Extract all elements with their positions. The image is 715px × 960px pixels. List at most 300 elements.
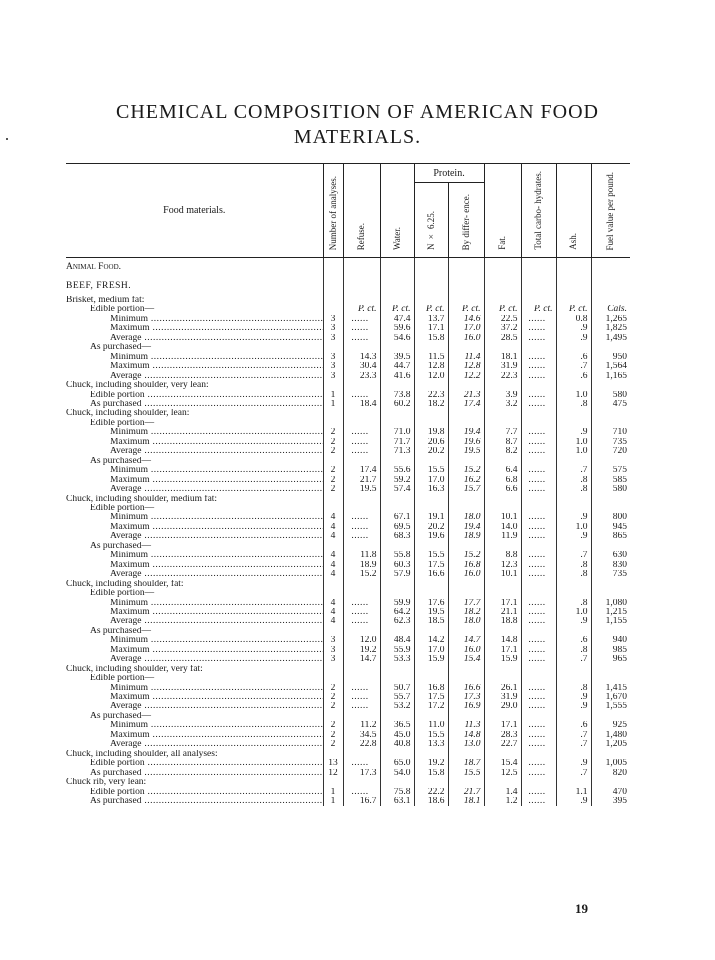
empty-cell xyxy=(343,750,380,759)
value-cell: 13 xyxy=(323,759,343,768)
value-cell: 16.8 xyxy=(414,684,448,693)
leader-dots: ...... xyxy=(351,532,369,542)
row-label: Minimum ..... xyxy=(66,636,323,645)
table-row xyxy=(66,674,630,683)
leader-dots: ...... xyxy=(528,371,546,381)
title-line-2: MATERIALS. xyxy=(293,126,422,148)
leader-dots: ...... xyxy=(528,787,546,797)
value-cell: 19.2 xyxy=(414,759,448,768)
value-cell xyxy=(521,315,556,324)
empty-cell xyxy=(414,674,448,683)
value-cell: 11.5 xyxy=(414,353,448,362)
value-cell: 0.8 xyxy=(556,315,591,324)
row-label: Minimum ..... xyxy=(66,466,323,475)
header-protein: Protein. xyxy=(414,164,484,183)
value-cell: 20.6 xyxy=(414,438,448,447)
row-label: Edible portion— xyxy=(90,589,155,599)
leader-dots: ...... xyxy=(351,617,369,627)
value-cell: 47.4 xyxy=(380,315,414,324)
empty-cell xyxy=(380,457,414,466)
table-row xyxy=(66,305,630,314)
empty-cell xyxy=(323,305,343,314)
value-cell: .7 xyxy=(556,731,591,740)
empty-cell xyxy=(343,343,380,352)
value-cell: 1 xyxy=(323,391,343,400)
leader-dots: ...... xyxy=(528,617,546,627)
value-cell: 4 xyxy=(323,570,343,579)
leader-dots: ...... xyxy=(528,314,546,324)
empty-cell xyxy=(343,504,380,513)
empty-cell xyxy=(448,712,484,721)
value-cell: 475 xyxy=(591,400,630,409)
row-label: Average ..... xyxy=(66,740,323,749)
value-cell: 48.4 xyxy=(380,636,414,645)
table-row xyxy=(66,334,630,343)
empty-cell xyxy=(448,589,484,598)
value-cell: 3 xyxy=(323,646,343,655)
value-cell: 19.6 xyxy=(414,532,448,541)
table-row xyxy=(66,599,630,608)
empty-cell xyxy=(448,542,484,551)
leader-dots: ...... xyxy=(528,683,546,693)
empty-cell xyxy=(591,542,630,551)
leader-dots: ...... xyxy=(528,702,546,712)
empty-cell xyxy=(556,778,591,787)
empty-cell xyxy=(380,674,414,683)
value-cell: 57.4 xyxy=(380,485,414,494)
value-cell: 2 xyxy=(323,485,343,494)
leader-dots: ...... xyxy=(528,333,546,343)
value-cell: .7 xyxy=(556,769,591,778)
value-cell: .9 xyxy=(556,693,591,702)
value-cell: 17.5 xyxy=(414,693,448,702)
value-cell: .6 xyxy=(556,353,591,362)
value-cell xyxy=(521,476,556,485)
empty-cell xyxy=(323,589,343,598)
value-cell: 18.5 xyxy=(414,617,448,626)
value-cell: 18.8 xyxy=(484,617,521,626)
leader-dots: ...... xyxy=(528,759,546,769)
value-cell xyxy=(343,702,380,711)
value-cell: 60.2 xyxy=(380,400,414,409)
value-cell xyxy=(521,608,556,617)
value-cell: 37.2 xyxy=(484,324,521,333)
empty-cell xyxy=(343,778,380,787)
empty-cell xyxy=(591,457,630,466)
row-label: Minimum ..... xyxy=(66,684,323,693)
value-cell: 17.1 xyxy=(484,646,521,655)
empty-cell xyxy=(521,409,556,418)
empty-cell xyxy=(521,495,556,504)
value-cell: 17.1 xyxy=(484,721,521,730)
value-cell: 15.2 xyxy=(448,551,484,560)
table-row xyxy=(66,542,630,551)
empty-cell xyxy=(343,542,380,551)
empty-cell xyxy=(323,296,343,305)
value-cell: 800 xyxy=(591,513,630,522)
row-label: As purchased ..... xyxy=(66,400,323,409)
table-row xyxy=(66,381,630,390)
value-cell: 575 xyxy=(591,466,630,475)
value-cell: 1.0 xyxy=(556,447,591,456)
value-cell: 23.3 xyxy=(343,372,380,381)
value-cell: 69.5 xyxy=(380,523,414,532)
header-analyses: Number of analyses. xyxy=(323,164,343,258)
value-cell xyxy=(521,372,556,381)
empty-cell xyxy=(343,589,380,598)
value-cell: 17.0 xyxy=(414,476,448,485)
value-cell: 50.7 xyxy=(380,684,414,693)
empty-cell xyxy=(591,750,630,759)
empty-cell xyxy=(591,381,630,390)
empty-cell xyxy=(448,343,484,352)
table-row xyxy=(66,712,630,721)
table-row xyxy=(66,523,630,532)
empty-cell xyxy=(556,457,591,466)
header-protein-n625: N × 6.25. xyxy=(414,183,448,258)
value-cell xyxy=(521,561,556,570)
value-cell: 18.6 xyxy=(414,797,448,806)
header-fat: Fat. xyxy=(484,164,521,258)
value-cell: 21.7 xyxy=(448,788,484,797)
value-cell: 16.0 xyxy=(448,334,484,343)
value-cell: .7 xyxy=(556,655,591,664)
empty-cell xyxy=(343,296,380,305)
unit-cell: P. ct. xyxy=(380,305,414,314)
empty-cell xyxy=(414,665,448,674)
value-cell: 14.6 xyxy=(448,315,484,324)
empty-cell xyxy=(323,457,343,466)
value-cell: 14.8 xyxy=(484,636,521,645)
leader-dots: ...... xyxy=(528,399,546,409)
empty-cell xyxy=(414,778,448,787)
empty-cell xyxy=(521,504,556,513)
value-cell xyxy=(343,315,380,324)
empty-cell xyxy=(448,504,484,513)
unit-cell: P. ct. xyxy=(414,305,448,314)
empty-cell xyxy=(591,665,630,674)
leader-dots: ...... xyxy=(528,740,546,750)
value-cell: 4 xyxy=(323,617,343,626)
table-row xyxy=(66,485,630,494)
value-cell: 1,165 xyxy=(591,372,630,381)
empty-cell xyxy=(556,665,591,674)
row-label: As purchased— xyxy=(90,711,151,721)
value-cell xyxy=(343,523,380,532)
value-cell: 44.7 xyxy=(380,362,414,371)
value-cell: 965 xyxy=(591,655,630,664)
value-cell: 22.3 xyxy=(484,372,521,381)
table-row xyxy=(66,778,630,787)
leader-dots: ...... xyxy=(351,513,369,523)
value-cell: 13.7 xyxy=(414,315,448,324)
empty-cell xyxy=(521,419,556,428)
row-label: Maximum ..... xyxy=(66,608,323,617)
value-cell xyxy=(521,655,556,664)
value-cell: 4 xyxy=(323,513,343,522)
value-cell: 20.2 xyxy=(414,447,448,456)
table-row xyxy=(66,655,630,664)
value-cell: 1.0 xyxy=(556,523,591,532)
value-cell: 1 xyxy=(323,400,343,409)
value-cell: .6 xyxy=(556,721,591,730)
empty-cell xyxy=(484,296,521,305)
empty-cell xyxy=(521,778,556,787)
value-cell: 13.0 xyxy=(448,740,484,749)
value-cell: 1.1 xyxy=(556,788,591,797)
value-cell: 22.7 xyxy=(484,740,521,749)
row-label: Minimum ..... xyxy=(66,513,323,522)
table-row xyxy=(66,457,630,466)
value-cell: 12.8 xyxy=(448,362,484,371)
row-label: Brisket, medium fat: xyxy=(66,296,145,305)
value-cell: 20.2 xyxy=(414,523,448,532)
empty-cell xyxy=(484,665,521,674)
value-cell: 3 xyxy=(323,315,343,324)
leader-dots: ...... xyxy=(528,797,546,807)
value-cell: 19.1 xyxy=(414,513,448,522)
value-cell: 28.5 xyxy=(484,334,521,343)
value-cell: .8 xyxy=(556,476,591,485)
empty-cell xyxy=(343,665,380,674)
value-cell: 65.0 xyxy=(380,759,414,768)
empty-cell xyxy=(591,343,630,352)
value-cell: 16.3 xyxy=(414,485,448,494)
table-row xyxy=(66,693,630,702)
value-cell: 73.8 xyxy=(380,391,414,400)
row-label: Average ..... xyxy=(66,617,323,626)
value-cell: 830 xyxy=(591,561,630,570)
value-cell: 53.3 xyxy=(380,655,414,664)
value-cell: 985 xyxy=(591,646,630,655)
value-cell: 17.0 xyxy=(414,646,448,655)
table-row xyxy=(66,513,630,522)
row-label: Maximum ..... xyxy=(66,476,323,485)
empty-cell xyxy=(380,580,414,589)
empty-cell xyxy=(521,627,556,636)
value-cell: 45.0 xyxy=(380,731,414,740)
empty-cell xyxy=(380,419,414,428)
empty-cell xyxy=(448,627,484,636)
empty-cell xyxy=(556,627,591,636)
empty-cell xyxy=(380,542,414,551)
value-cell xyxy=(343,617,380,626)
value-cell: 2 xyxy=(323,466,343,475)
row-label: Minimum ..... xyxy=(66,315,323,324)
value-cell: 19.5 xyxy=(343,485,380,494)
value-cell: 28.3 xyxy=(484,731,521,740)
empty-cell xyxy=(556,504,591,513)
value-cell xyxy=(343,438,380,447)
leader-dots: ...... xyxy=(351,522,369,532)
row-label: Chuck, including shoulder, very fat: xyxy=(66,664,203,674)
empty-cell xyxy=(556,712,591,721)
value-cell: 950 xyxy=(591,353,630,362)
value-cell: 6.4 xyxy=(484,466,521,475)
value-cell: 3.2 xyxy=(484,400,521,409)
value-cell xyxy=(343,334,380,343)
empty-cell xyxy=(556,674,591,683)
value-cell: 17.6 xyxy=(414,599,448,608)
empty-cell xyxy=(591,495,630,504)
value-cell: 71.7 xyxy=(380,438,414,447)
leader-dots: ...... xyxy=(528,636,546,646)
value-cell: 2 xyxy=(323,740,343,749)
table-row xyxy=(66,750,630,759)
row-label: Minimum ..... xyxy=(66,428,323,437)
header-protein-by-difference: By differ- ence. xyxy=(448,183,484,258)
value-cell: 395 xyxy=(591,797,630,806)
value-cell: .9 xyxy=(556,617,591,626)
leader-dots: ...... xyxy=(351,428,369,438)
value-cell xyxy=(521,391,556,400)
value-cell: 1,495 xyxy=(591,334,630,343)
value-cell: 15.5 xyxy=(414,731,448,740)
leader-dots: ...... xyxy=(528,645,546,655)
leader-dots: ...... xyxy=(351,787,369,797)
empty-cell xyxy=(414,381,448,390)
value-cell: 4 xyxy=(323,551,343,560)
row-label: Average ..... xyxy=(66,570,323,579)
value-cell: 29.0 xyxy=(484,702,521,711)
value-cell xyxy=(521,438,556,447)
value-cell: 720 xyxy=(591,447,630,456)
value-cell: 1,415 xyxy=(591,684,630,693)
table-row xyxy=(66,608,630,617)
value-cell xyxy=(521,570,556,579)
empty-cell xyxy=(484,504,521,513)
table-row xyxy=(66,391,630,400)
value-cell xyxy=(521,485,556,494)
table-row xyxy=(66,324,630,333)
value-cell: 36.5 xyxy=(380,721,414,730)
value-cell: 55.6 xyxy=(380,466,414,475)
row-label: Chuck, including shoulder, very lean: xyxy=(66,381,209,391)
empty-cell xyxy=(521,343,556,352)
value-cell: 3 xyxy=(323,655,343,664)
empty-cell xyxy=(556,343,591,352)
row-label: Minimum ..... xyxy=(66,599,323,608)
value-cell: 11.3 xyxy=(448,721,484,730)
value-cell: 925 xyxy=(591,721,630,730)
empty-cell xyxy=(380,495,414,504)
value-cell: 1,005 xyxy=(591,759,630,768)
empty-cell xyxy=(380,381,414,390)
value-cell: 1,155 xyxy=(591,617,630,626)
value-cell: 17.1 xyxy=(484,599,521,608)
empty-cell xyxy=(414,409,448,418)
value-cell: 17.7 xyxy=(448,599,484,608)
value-cell: 3.9 xyxy=(484,391,521,400)
value-cell xyxy=(521,769,556,778)
value-cell: 6.8 xyxy=(484,476,521,485)
value-cell: 6.6 xyxy=(484,485,521,494)
value-cell: .8 xyxy=(556,599,591,608)
value-cell: 31.9 xyxy=(484,693,521,702)
value-cell: .9 xyxy=(556,324,591,333)
empty-cell xyxy=(323,750,343,759)
value-cell xyxy=(521,797,556,806)
value-cell: 68.3 xyxy=(380,532,414,541)
value-cell: 57.9 xyxy=(380,570,414,579)
value-cell: 12.2 xyxy=(448,372,484,381)
header-water: Water. xyxy=(380,164,414,258)
value-cell: 54.6 xyxy=(380,334,414,343)
leader-dots: ...... xyxy=(528,522,546,532)
value-cell xyxy=(521,646,556,655)
empty-cell xyxy=(484,589,521,598)
value-cell: 3 xyxy=(323,372,343,381)
empty-cell xyxy=(521,381,556,390)
row-label: As purchased ..... xyxy=(66,769,323,778)
value-cell: .6 xyxy=(556,636,591,645)
leader-dots: ...... xyxy=(528,352,546,362)
value-cell xyxy=(521,731,556,740)
row-label: Average ..... xyxy=(66,447,323,456)
value-cell: 16.9 xyxy=(448,702,484,711)
empty-cell xyxy=(343,409,380,418)
table-row xyxy=(66,438,630,447)
empty-cell xyxy=(414,343,448,352)
value-cell: 2 xyxy=(323,476,343,485)
value-cell: 630 xyxy=(591,551,630,560)
value-cell: 1.0 xyxy=(556,391,591,400)
empty-cell xyxy=(414,495,448,504)
value-cell: .8 xyxy=(556,400,591,409)
value-cell: 2 xyxy=(323,721,343,730)
header-fuel-value: Fuel value per pound. xyxy=(591,164,630,258)
leader-dots: ...... xyxy=(351,447,369,457)
row-label: As purchased— xyxy=(90,456,151,466)
value-cell: 26.1 xyxy=(484,684,521,693)
leader-dots: ...... xyxy=(528,693,546,703)
empty-cell xyxy=(343,712,380,721)
row-label: Average ..... xyxy=(66,702,323,711)
value-cell: 19.2 xyxy=(343,646,380,655)
value-cell: 75.8 xyxy=(380,788,414,797)
empty-cell xyxy=(556,296,591,305)
value-cell: 18.0 xyxy=(448,513,484,522)
leader-dots: ...... xyxy=(528,560,546,570)
value-cell: 18.7 xyxy=(448,759,484,768)
empty-cell xyxy=(414,627,448,636)
value-cell: 15.5 xyxy=(414,466,448,475)
empty-cell xyxy=(323,495,343,504)
empty-cell xyxy=(484,542,521,551)
value-cell: 22.5 xyxy=(484,315,521,324)
table-row xyxy=(66,428,630,437)
empty-cell xyxy=(448,419,484,428)
row-label: As purchased— xyxy=(90,541,151,551)
value-cell: 2 xyxy=(323,438,343,447)
value-cell xyxy=(521,324,556,333)
empty-cell xyxy=(343,580,380,589)
empty-cell xyxy=(448,409,484,418)
value-cell: 12.3 xyxy=(484,561,521,570)
value-cell: 16.0 xyxy=(448,646,484,655)
value-cell xyxy=(521,551,556,560)
value-cell: 17.2 xyxy=(414,702,448,711)
value-cell xyxy=(343,759,380,768)
value-cell: 59.6 xyxy=(380,324,414,333)
leader-dots: ...... xyxy=(528,598,546,608)
value-cell: 2 xyxy=(323,428,343,437)
value-cell: 31.9 xyxy=(484,362,521,371)
value-cell: 15.4 xyxy=(484,759,521,768)
empty-cell xyxy=(323,627,343,636)
leader-dots: ...... xyxy=(528,324,546,334)
leader-dots: ...... xyxy=(528,447,546,457)
